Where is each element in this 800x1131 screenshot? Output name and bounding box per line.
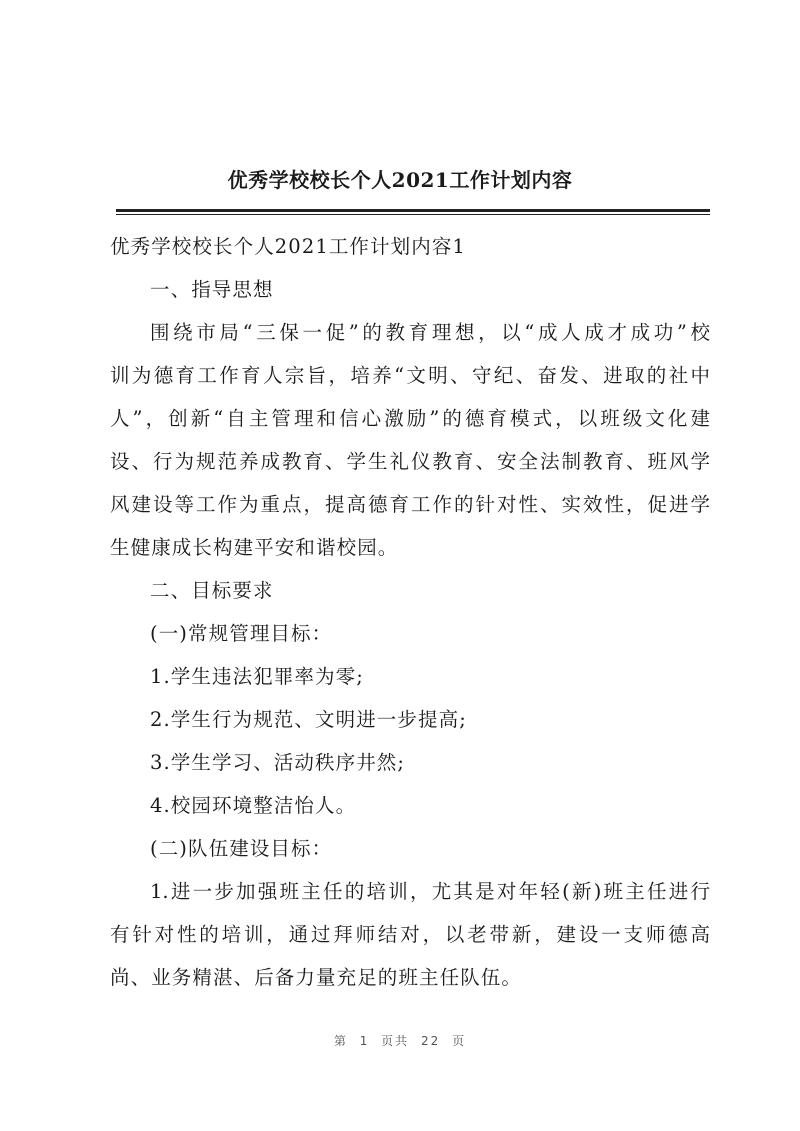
paragraph-line: 有针对性的培训，通过拜师结对，以老带新，建设一支师德高	[110, 923, 710, 946]
heading-goals: 二、目标要求	[150, 579, 274, 602]
title-divider-thick	[116, 209, 710, 212]
document-title: 优秀学校校长个人2021工作计划内容	[227, 168, 573, 192]
paragraph-line: 训为德育工作育人宗旨，培养“文明、守纪、奋发、进取的社中	[110, 364, 710, 387]
list-item: 2.学生行为规范、文明进一步提高;	[150, 708, 467, 731]
page-number-footer: 第 1 页共 22 页	[333, 1034, 467, 1048]
list-item: 1.学生违法犯罪率为零;	[150, 665, 364, 688]
paragraph-line: 人”，创新“自主管理和信心激励”的德育模式，以班级文化建	[110, 407, 710, 430]
paragraph-line: 围绕市局“三保一促”的教育理想，以“成人成才成功”校	[150, 321, 710, 344]
paragraph-line: 生健康成长构建平安和谐校园。	[110, 536, 399, 559]
paragraph-line: 设、行为规范养成教育、学生礼仪教育、安全法制教育、班风学	[110, 450, 710, 473]
heading-guiding-thought: 一、指导思想	[150, 278, 274, 301]
subheading-routine-management: (一)常规管理目标：	[150, 622, 333, 645]
list-item: 4.校园环境整洁怡人。	[150, 794, 357, 817]
subheading-team-building: (二)队伍建设目标：	[150, 837, 333, 860]
section-heading-plan-1: 优秀学校校长个人2021工作计划内容1	[110, 235, 466, 258]
paragraph-line: 风建设等工作为重点，提高德育工作的针对性、实效性，促进学	[110, 493, 710, 516]
list-item: 3.学生学习、活动秩序井然;	[150, 751, 406, 774]
paragraph-line: 尚、业务精湛、后备力量充足的班主任队伍。	[110, 966, 523, 989]
paragraph-line: 1.进一步加强班主任的培训，尤其是对年轻(新)班主任进行	[150, 880, 710, 903]
title-divider-thin	[116, 214, 710, 215]
